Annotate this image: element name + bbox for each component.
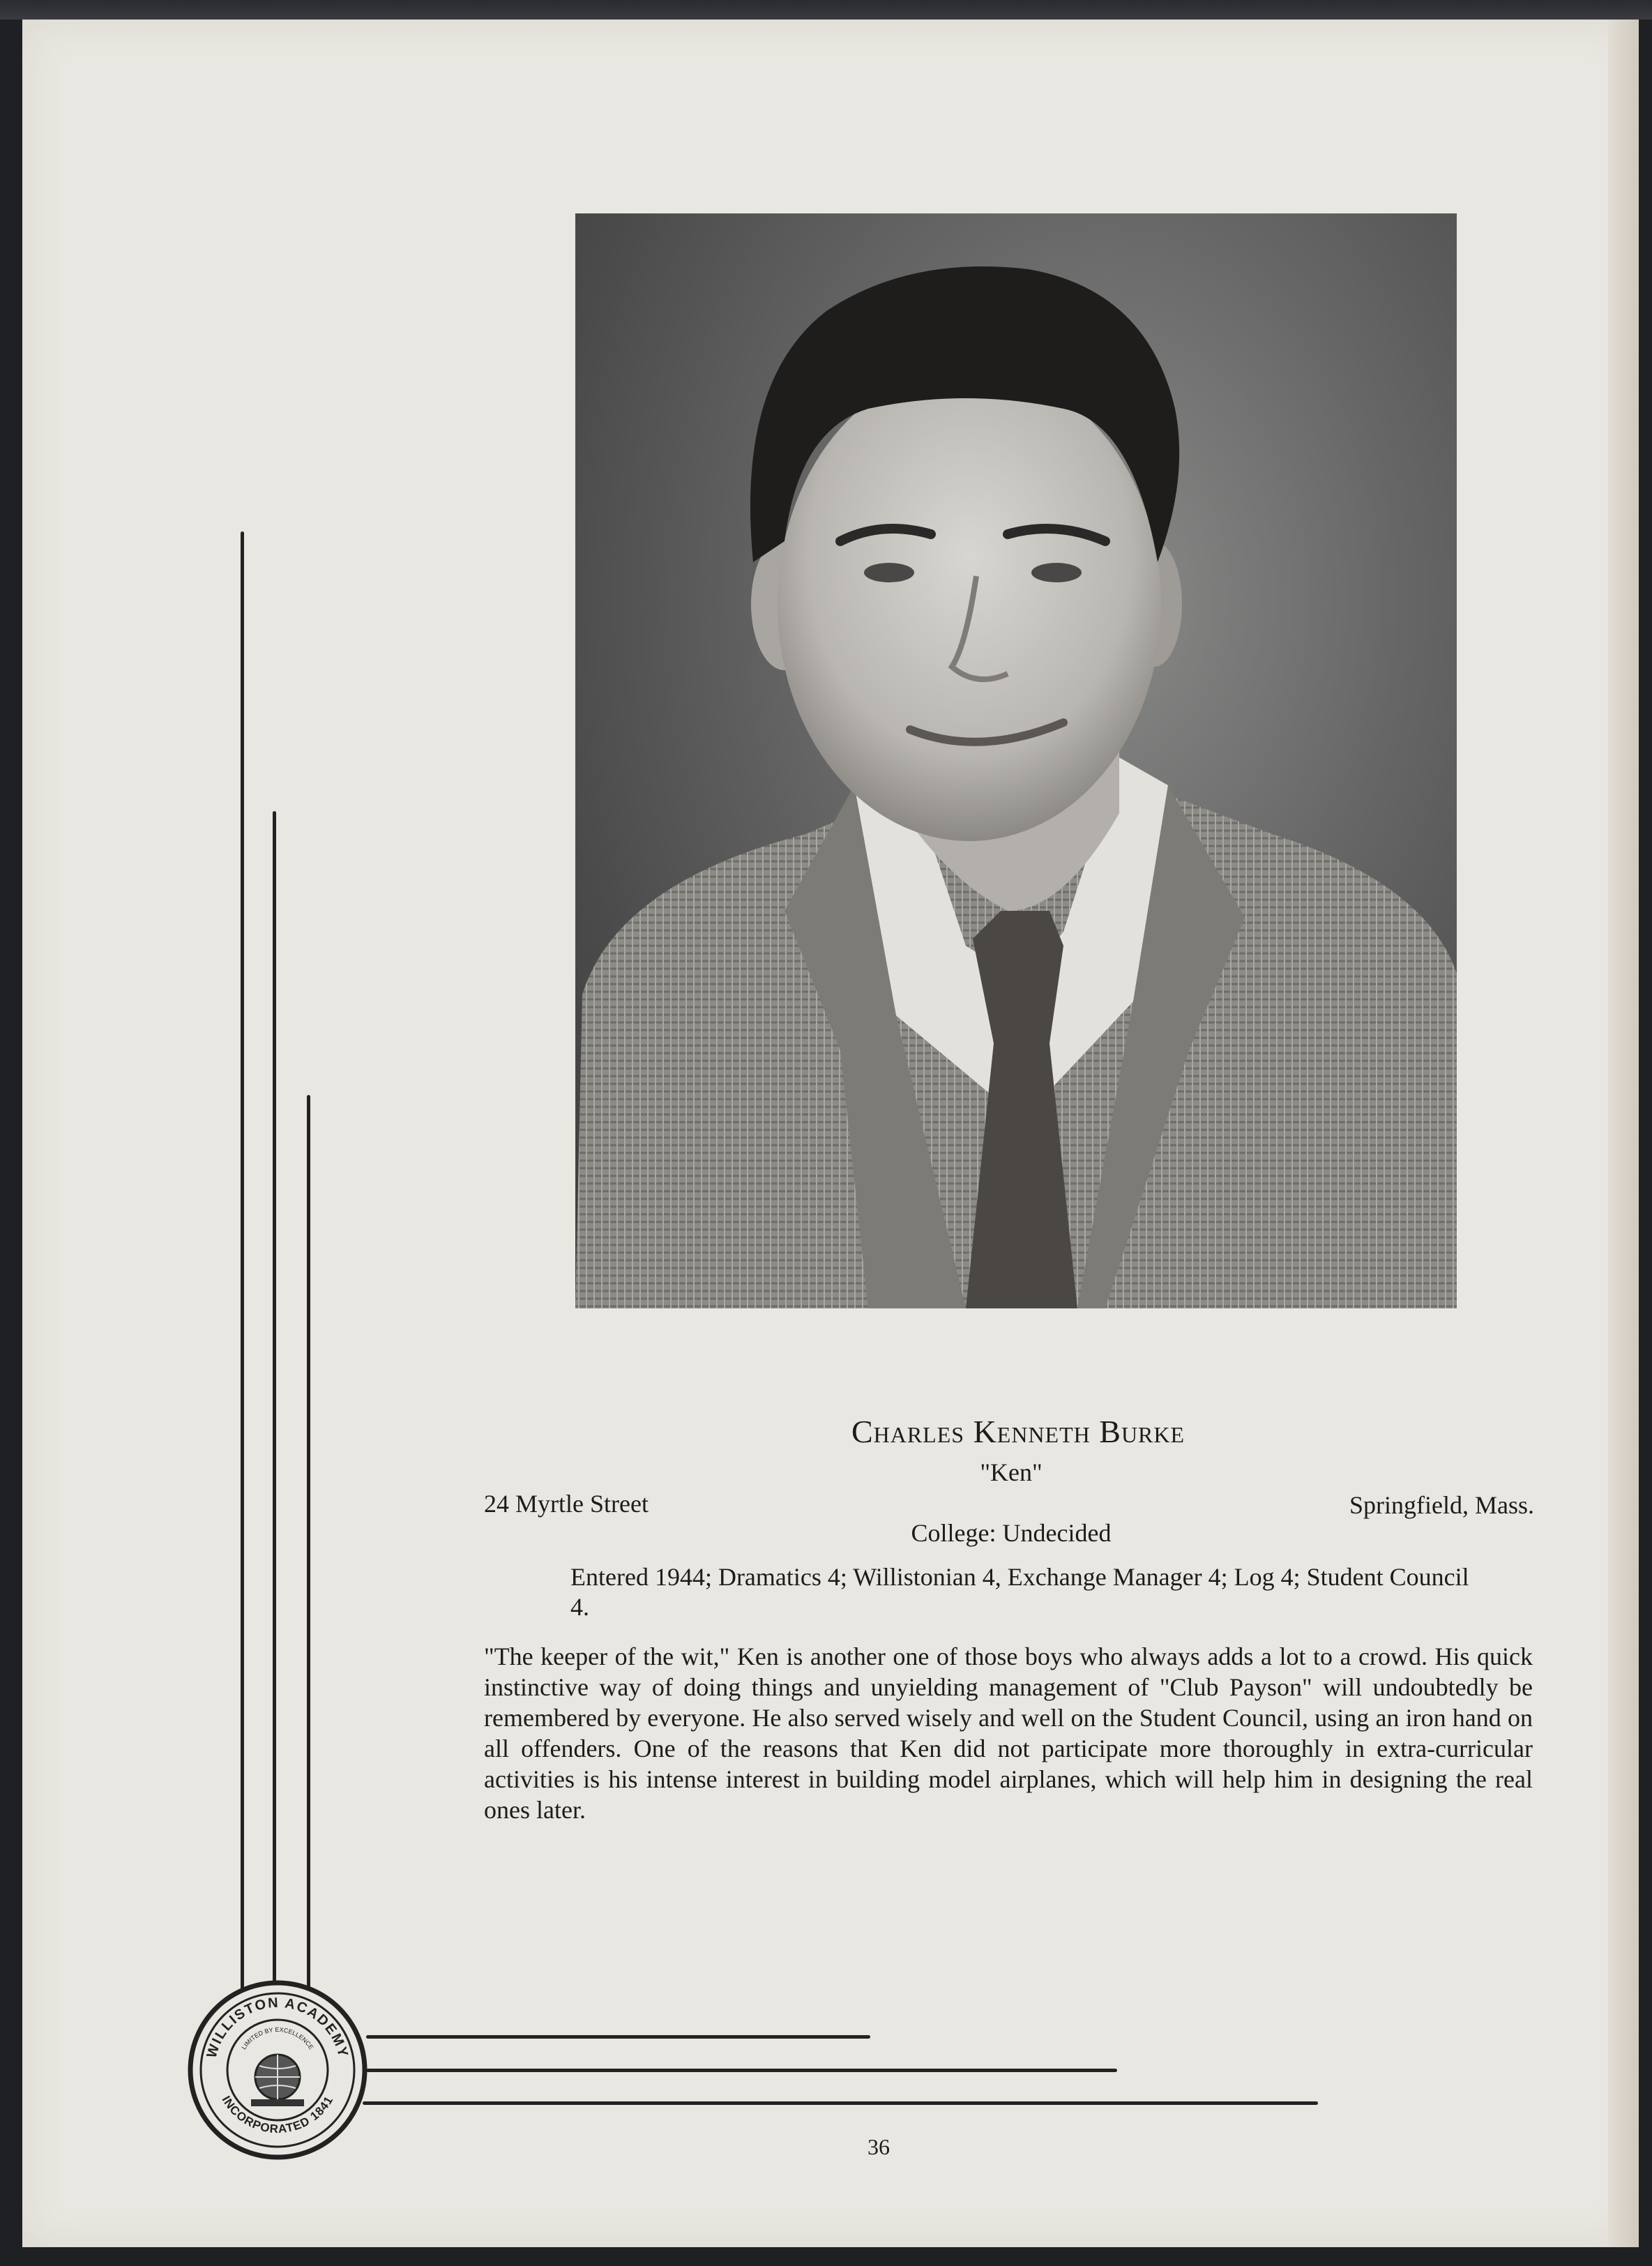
activities-list: Entered 1944; Dramatics 4; Willistonian 4, Exchange Manager 4; Log 4; Student Council 4. [570,1563,1469,1621]
biography-paragraph: "The keeper of the wit," Ken is another one of those boys who always adds a lot to a crowd. His quick instinctive way of doing things and unyielding management of "Club Payson" will undoubtedly be remembered by everyone. He also served wisely and well on the Student Council, using an iron hand on all offenders. One of the reasons that Ken did not participate more thoroughly in extra-curricular activities is his intense interest in building model airplanes, which will help him in designing the real ones later. [484,1642,1533,1824]
seal-top-text: WILLISTON ACADEMY [204,1995,351,2060]
student-nickname: "Ken" [980,1458,1043,1486]
portrait-photo [575,213,1457,1308]
student-name: Charles Kenneth Burke [851,1414,1185,1449]
decorative-horizontal-rule-1 [366,2035,870,2039]
seal-inner-text: LIMITED BY EXCELLENCE [240,2025,315,2051]
portrait-illustration [575,213,1457,1308]
scan-top-edge [0,0,1652,20]
globe-seal-icon [187,1979,368,2161]
decorative-vertical-rule-3 [307,1095,310,1995]
decorative-horizontal-rule-3 [363,2101,1318,2105]
page-number: 36 [867,2134,890,2159]
page-edge-shadow [1608,20,1639,2247]
decorative-horizontal-rule-2 [366,2069,1117,2072]
seal-bottom-text: INCORPORATED 1841 [219,2093,336,2136]
decorative-vertical-rule-1 [241,531,244,1996]
school-seal [187,1979,368,2161]
college-choice: College: Undecided [911,1519,1112,1547]
decorative-vertical-rule-2 [273,811,276,1997]
city-state: Springfield, Mass. [1349,1491,1534,1519]
street-address: 24 Myrtle Street [484,1490,649,1518]
